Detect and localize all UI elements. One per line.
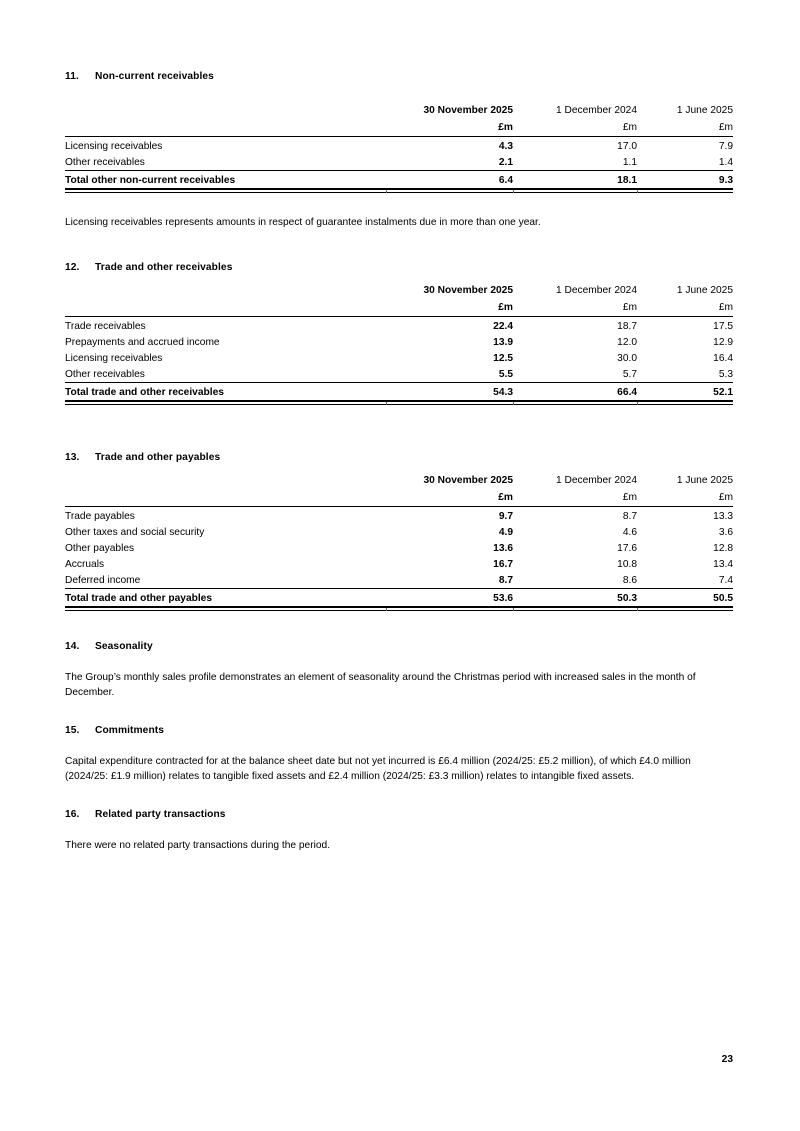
table-row bbox=[65, 524, 733, 540]
column-header-date-yearend: 1 June 2025 bbox=[676, 105, 733, 116]
row-value-yearend: 16.4 bbox=[713, 352, 733, 364]
column-header-date-prior: 1 December 2024 bbox=[556, 284, 637, 296]
column-tick bbox=[386, 402, 387, 405]
column-header-label bbox=[65, 280, 365, 298]
table-header-units bbox=[65, 118, 733, 137]
column-unit-current: £m bbox=[498, 491, 513, 503]
row-value-prior: 5.7 bbox=[622, 368, 637, 380]
table-row bbox=[65, 572, 733, 589]
table-header-units bbox=[65, 488, 733, 507]
section-heading-12 bbox=[65, 261, 733, 275]
row-value-prior: 18.7 bbox=[513, 316, 637, 334]
total-value-yearend: 9.3 bbox=[637, 171, 733, 189]
section-title: Non-current receivables bbox=[95, 71, 214, 82]
column-tick bbox=[637, 402, 638, 405]
row-value-yearend: 7.4 bbox=[718, 574, 733, 586]
table-total-row bbox=[65, 382, 733, 400]
column-header-date-yearend: 1 June 2025 bbox=[676, 474, 733, 486]
row-value-yearend: 5.3 bbox=[718, 368, 733, 380]
column-header-date-prior: 1 December 2024 bbox=[556, 474, 637, 486]
column-header-date-prior: 1 December 2024 bbox=[556, 105, 637, 116]
table-trade-and-other-payables bbox=[65, 470, 733, 606]
column-header-date-current: 30 November 2025 bbox=[423, 284, 513, 296]
row-value-prior: 4.6 bbox=[622, 526, 637, 538]
section-number: 11. bbox=[65, 71, 79, 82]
row-value-current: 9.7 bbox=[365, 506, 513, 524]
section-heading-14 bbox=[65, 640, 733, 654]
column-unit-yearend: £m bbox=[718, 491, 733, 503]
section-number: 16. bbox=[65, 808, 80, 820]
row-value-current: 8.7 bbox=[498, 574, 513, 586]
column-tick bbox=[637, 190, 638, 193]
row-value-yearend: 12.9 bbox=[713, 336, 733, 348]
column-unit-current: £m bbox=[498, 301, 513, 313]
spacer bbox=[65, 822, 733, 838]
total-value-yearend: 52.1 bbox=[637, 382, 733, 400]
row-value-prior: 17.0 bbox=[513, 137, 637, 155]
row-value-prior: 30.0 bbox=[617, 352, 637, 364]
section-title: Trade and other receivables bbox=[95, 261, 233, 273]
row-value-current: 5.5 bbox=[498, 368, 513, 380]
table-header-dates bbox=[65, 100, 733, 118]
column-tick bbox=[637, 608, 638, 611]
spacer bbox=[65, 407, 733, 451]
paragraph-seasonality: The Group’s monthly sales profile demonstrates an element of seasonality around the Christmas period with increased sales in the month of December. bbox=[65, 671, 696, 698]
table-header-dates bbox=[65, 280, 733, 298]
column-header-date-current: 30 November 2025 bbox=[423, 105, 513, 116]
row-value-prior: 10.8 bbox=[617, 558, 637, 570]
row-value-current: 4.9 bbox=[498, 526, 513, 538]
row-value-current: 12.5 bbox=[493, 352, 513, 364]
column-tick bbox=[513, 402, 514, 405]
row-value-current: 13.6 bbox=[493, 542, 513, 554]
section-number: 15. bbox=[65, 724, 80, 736]
column-unit-yearend: £m bbox=[718, 301, 733, 313]
spacer bbox=[65, 231, 733, 261]
spacer bbox=[65, 654, 733, 670]
total-value-current: 54.3 bbox=[365, 382, 513, 400]
total-value-current: 53.6 bbox=[365, 588, 513, 606]
table-row bbox=[65, 540, 733, 556]
row-value-prior: 1.1 bbox=[622, 157, 637, 168]
row-label: Other receivables bbox=[65, 368, 145, 380]
total-value-prior: 66.4 bbox=[513, 382, 637, 400]
row-value-yearend: 7.9 bbox=[637, 137, 733, 155]
row-value-yearend: 12.8 bbox=[713, 542, 733, 554]
row-value-yearend: 3.6 bbox=[718, 526, 733, 538]
table-total-row bbox=[65, 588, 733, 606]
column-unit-prior: £m bbox=[622, 122, 637, 133]
table-row bbox=[65, 316, 733, 334]
row-label: Licensing receivables bbox=[65, 137, 365, 155]
table-row bbox=[65, 137, 733, 155]
spacer bbox=[65, 785, 733, 808]
section-title: Commitments bbox=[95, 724, 165, 736]
column-tick bbox=[513, 190, 514, 193]
section-title: Related party transactions bbox=[95, 808, 226, 820]
page-content bbox=[65, 70, 733, 853]
column-unit-label bbox=[65, 298, 365, 317]
row-value-yearend: 1.4 bbox=[718, 157, 733, 168]
column-header-label bbox=[65, 470, 365, 488]
paragraph-commitments: Capital expenditure contracted for at the balance sheet date but not yet incurred is £6.4 million (2024/25: £5.2 million), of which £4.0 million (2024/25: £1.9 million) relates to tangible fixed assets and £2.4 million (2024/25: £3.3 million) relates to intangible fixed assets. bbox=[65, 755, 691, 782]
rule-thick bbox=[65, 400, 733, 402]
row-value-yearend: 17.5 bbox=[637, 316, 733, 334]
row-value-current: 13.9 bbox=[493, 336, 513, 348]
total-label: Total trade and other payables bbox=[65, 588, 365, 606]
rule-thick bbox=[65, 188, 733, 190]
row-label: Other payables bbox=[65, 542, 135, 554]
total-label: Total other non-current receivables bbox=[65, 171, 365, 189]
spacer bbox=[65, 738, 733, 754]
table-total-row bbox=[65, 171, 733, 189]
total-label: Total trade and other receivables bbox=[65, 382, 365, 400]
section-number: 12. bbox=[65, 261, 80, 273]
column-tick bbox=[386, 190, 387, 193]
row-label: Other taxes and social security bbox=[65, 526, 205, 538]
table-header-units bbox=[65, 298, 733, 317]
rule-thick bbox=[65, 606, 733, 608]
total-value-yearend: 50.5 bbox=[637, 588, 733, 606]
spacer bbox=[65, 613, 733, 640]
table-non-current-receivables bbox=[65, 100, 733, 188]
table-row bbox=[65, 506, 733, 524]
column-header-date-yearend: 1 June 2025 bbox=[676, 284, 733, 296]
section-title: Seasonality bbox=[95, 640, 153, 652]
table-row bbox=[65, 366, 733, 383]
column-unit-prior: £m bbox=[622, 301, 637, 313]
column-tick bbox=[386, 608, 387, 611]
section-heading-13 bbox=[65, 451, 733, 465]
page-number: 23 bbox=[721, 1054, 733, 1065]
table-row bbox=[65, 556, 733, 572]
row-label: Prepayments and accrued income bbox=[65, 336, 220, 348]
section-number: 14. bbox=[65, 640, 80, 652]
column-unit-prior: £m bbox=[622, 491, 637, 503]
row-label: Deferred income bbox=[65, 574, 141, 586]
column-tick bbox=[513, 608, 514, 611]
total-value-current: 6.4 bbox=[365, 171, 513, 189]
column-unit-yearend: £m bbox=[718, 122, 733, 133]
table-row bbox=[65, 350, 733, 366]
column-unit-label bbox=[65, 118, 365, 137]
paragraph-related-party-transactions: There were no related party transactions during the period. bbox=[65, 839, 331, 851]
section-number: 13. bbox=[65, 451, 80, 463]
table-row bbox=[65, 334, 733, 350]
row-label: Licensing receivables bbox=[65, 352, 163, 364]
row-label: Trade payables bbox=[65, 506, 365, 524]
column-unit-label bbox=[65, 488, 365, 507]
spacer bbox=[65, 84, 733, 100]
row-label: Accruals bbox=[65, 558, 105, 570]
column-header-label bbox=[65, 100, 365, 118]
row-value-current: 4.3 bbox=[365, 137, 513, 155]
row-value-yearend: 13.3 bbox=[637, 506, 733, 524]
row-value-prior: 8.6 bbox=[622, 574, 637, 586]
table-bottom-rule bbox=[65, 188, 733, 195]
rule-thin bbox=[65, 404, 733, 405]
table-header-dates bbox=[65, 470, 733, 488]
row-value-current: 16.7 bbox=[493, 558, 513, 570]
row-value-current: 2.1 bbox=[498, 157, 513, 168]
row-value-current: 22.4 bbox=[365, 316, 513, 334]
table-bottom-rule bbox=[65, 400, 733, 407]
row-value-prior: 17.6 bbox=[617, 542, 637, 554]
rule-thin bbox=[65, 610, 733, 611]
section-heading-11 bbox=[65, 70, 733, 84]
row-label: Trade receivables bbox=[65, 316, 365, 334]
table-bottom-rule bbox=[65, 606, 733, 613]
section-title: Trade and other payables bbox=[95, 451, 221, 463]
section-heading-16 bbox=[65, 808, 733, 822]
column-unit-current: £m bbox=[498, 122, 513, 133]
column-header-date-current: 30 November 2025 bbox=[423, 474, 513, 486]
row-value-prior: 8.7 bbox=[513, 506, 637, 524]
row-label: Other receivables bbox=[65, 157, 145, 168]
rule-thin bbox=[65, 192, 733, 193]
row-value-prior: 12.0 bbox=[617, 336, 637, 348]
row-value-yearend: 13.4 bbox=[713, 558, 733, 570]
table-trade-and-other-receivables bbox=[65, 280, 733, 400]
table-row bbox=[65, 154, 733, 171]
total-value-prior: 18.1 bbox=[513, 171, 637, 189]
total-value-prior: 50.3 bbox=[513, 588, 637, 606]
paragraph-non-current-receivables-note: Licensing receivables represents amounts in respect of guarantee instalments due in more than one year. bbox=[65, 217, 541, 228]
spacer bbox=[65, 701, 733, 724]
section-heading-15 bbox=[65, 724, 733, 738]
spacer bbox=[65, 195, 733, 215]
